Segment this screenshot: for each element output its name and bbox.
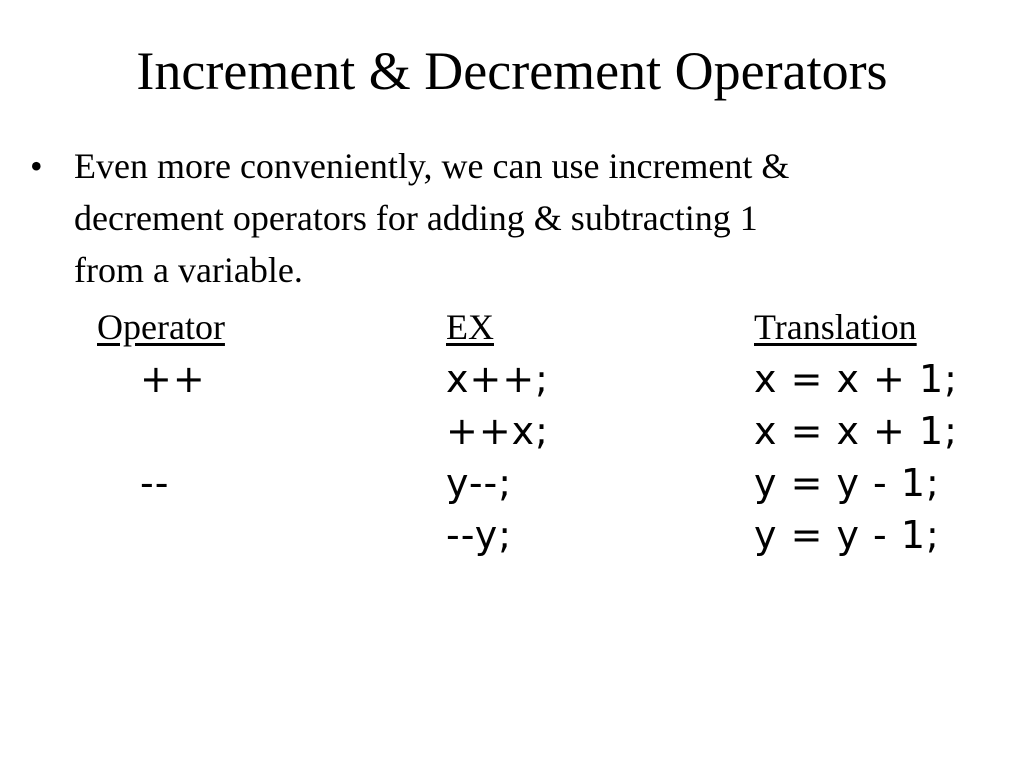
- header-example: EX: [446, 307, 494, 347]
- header-operator: Operator: [97, 307, 225, 347]
- slide-title: Increment & Decrement Operators: [136, 41, 888, 101]
- bullet-line: from a variable.: [74, 250, 303, 290]
- row-example: x++;: [446, 357, 549, 401]
- row-translation: y = y - 1;: [754, 513, 940, 557]
- row-example: y--;: [446, 461, 513, 505]
- bullet-line: decrement operators for adding & subtracting 1: [74, 198, 758, 238]
- row-example: --y;: [446, 513, 513, 557]
- row-translation: y = y - 1;: [754, 461, 940, 505]
- row-operator: --: [140, 461, 170, 505]
- bullet-line: Even more conveniently, we can use increment &: [74, 146, 790, 186]
- row-example: ++x;: [446, 409, 549, 453]
- row-translation: x = x + 1;: [754, 357, 958, 401]
- row-translation: x = x + 1;: [754, 409, 958, 453]
- bullet-marker: •: [30, 146, 43, 186]
- header-translation: Translation: [754, 307, 917, 347]
- row-operator: ++: [140, 357, 206, 401]
- bullet-text: [74, 140, 1004, 296]
